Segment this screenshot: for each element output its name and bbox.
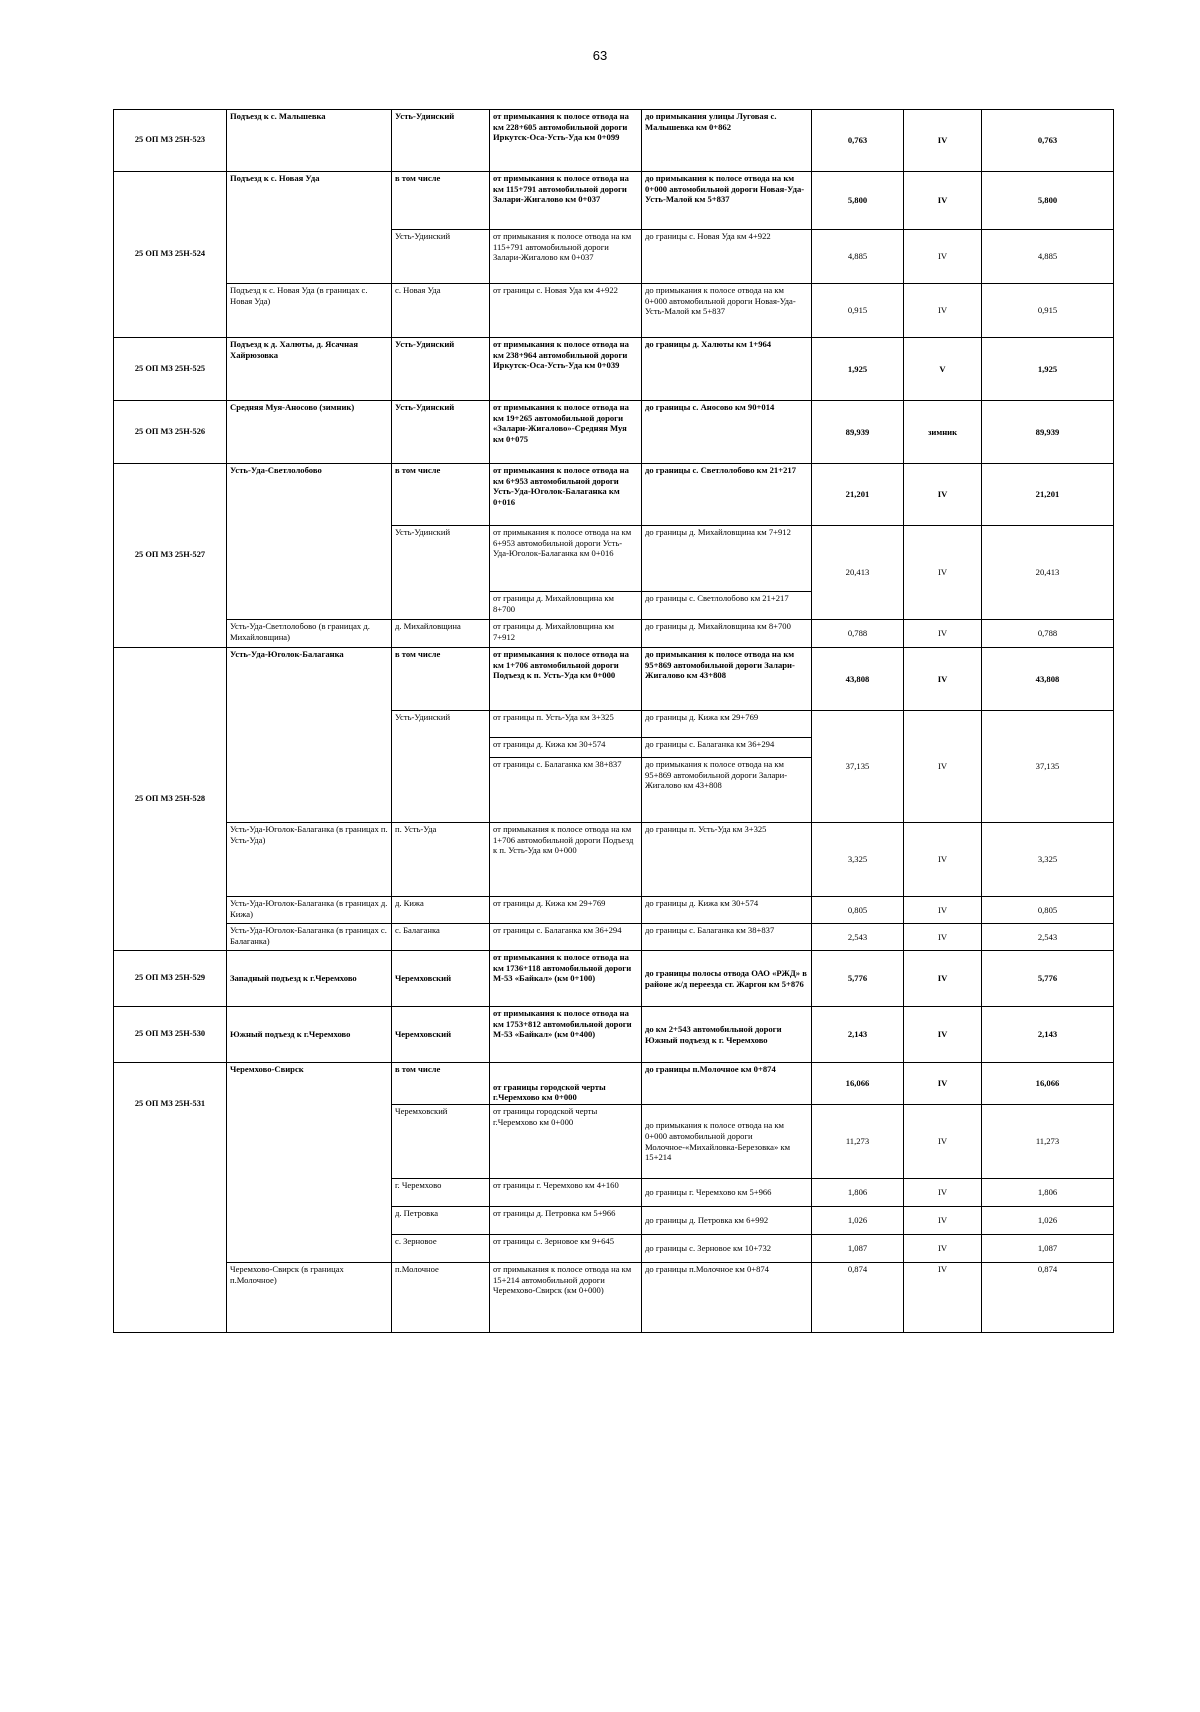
road-name-cell: Усть-Уда-Юголок-Балаганка (в границах п. Усть-Уда) xyxy=(227,823,392,897)
to-cell: до границы п.Молочное км 0+874 xyxy=(642,1063,812,1105)
district-cell: с. Зерновое xyxy=(392,1235,490,1263)
district-cell: в том числе xyxy=(392,464,490,526)
table-row xyxy=(114,284,1114,338)
road-name-cell: Подъезд к с. Новая Уда (в границах с. Новая Уда) xyxy=(227,284,392,338)
to-cell: до примыкания к полосе отвода на км 0+000 автомобильной дороги Молочное-«Михайловка-Березовка» км 15+214 xyxy=(642,1105,812,1179)
district-cell: Усть-Удинский xyxy=(392,401,490,464)
district-cell: Усть-Удинский xyxy=(392,230,490,284)
table-row xyxy=(114,338,1114,401)
from-cell: от границы городской черты г.Черемхово км 0+000 xyxy=(490,1105,642,1179)
road-name-cell: Усть-Уда-Юголок-Балаганка (в границах с. Балаганка) xyxy=(227,924,392,951)
table-row xyxy=(114,620,1114,648)
category-cell: зимник xyxy=(904,401,982,464)
road-code-cell: 25 ОП МЗ 25Н-524 xyxy=(114,172,227,338)
to-cell: до границы с. Светлолобово км 21+217 xyxy=(642,592,812,620)
from-cell: от границы с. Балаганка км 38+837 xyxy=(490,758,642,823)
table-row xyxy=(114,1263,1114,1333)
category-cell: IV xyxy=(904,284,982,338)
table-row xyxy=(114,1007,1114,1063)
from-cell: от примыкания к полосе отвода на км 115+791 автомобильной дороги Залари-Жигалово км 0+037 xyxy=(490,230,642,284)
district-cell: в том числе xyxy=(392,172,490,230)
category-cell: IV xyxy=(904,1105,982,1179)
page-number: 63 xyxy=(592,48,608,63)
total-cell: 1,806 xyxy=(982,1179,1114,1207)
category-cell: IV xyxy=(904,1263,982,1333)
from-cell: от границы д. Кижа км 30+574 xyxy=(490,738,642,758)
to-cell: до примыкания к полосе отвода на км 0+000 автомобильной дороги Новая-Уда-Усть-Малой км 5+837 xyxy=(642,172,812,230)
road-name-cell: Черемхово-Свирск (в границах п.Молочное) xyxy=(227,1263,392,1333)
to-cell: до границы с. Аносово км 90+014 xyxy=(642,401,812,464)
road-code-cell: 25 ОП МЗ 25Н-528 xyxy=(114,648,227,951)
total-cell: 0,915 xyxy=(982,284,1114,338)
to-cell: до границы д. Михайловщина км 7+912 xyxy=(642,526,812,592)
table-row xyxy=(114,172,1114,230)
district-cell: д. Михайловщина xyxy=(392,620,490,648)
length-cell: 21,201 xyxy=(812,464,904,526)
to-cell: до границы д. Петровка км 6+992 xyxy=(642,1207,812,1235)
from-cell: от границы п. Усть-Уда км 3+325 xyxy=(490,711,642,738)
district-cell: Усть-Удинский xyxy=(392,338,490,401)
district-cell: Черемховский xyxy=(392,1007,490,1063)
table-row xyxy=(114,1063,1114,1105)
road-code-cell: 25 ОП МЗ 25Н-525 xyxy=(114,338,227,401)
table-row xyxy=(114,924,1114,951)
total-cell: 5,800 xyxy=(982,172,1114,230)
category-cell: IV xyxy=(904,1063,982,1105)
length-cell: 1,806 xyxy=(812,1179,904,1207)
from-cell: от примыкания к полосе отвода на км 115+791 автомобильной дороги Залари-Жигалово км 0+037 xyxy=(490,172,642,230)
district-cell: в том числе xyxy=(392,648,490,711)
road-name-cell: Усть-Уда-Светлолобово xyxy=(227,464,392,620)
from-cell: от границы д. Петровка км 5+966 xyxy=(490,1207,642,1235)
category-cell: IV xyxy=(904,1007,982,1063)
total-cell: 5,776 xyxy=(982,951,1114,1007)
to-cell: до км 2+543 автомобильной дороги Южный подъезд к г. Черемхово xyxy=(642,1007,812,1063)
from-cell: от примыкания к полосе отвода на км 228+605 автомобильной дороги Иркутск-Оса-Усть-Уда км 0+099 xyxy=(490,110,642,172)
from-cell: от примыкания к полосе отвода на км 19+265 автомобильной дороги «Залари-Жигалово»-Средняя Муя км 0+075 xyxy=(490,401,642,464)
to-cell: до границы д. Кижа км 30+574 xyxy=(642,897,812,924)
total-cell: 37,135 xyxy=(982,711,1114,823)
category-cell: IV xyxy=(904,1235,982,1263)
category-cell: IV xyxy=(904,1207,982,1235)
total-cell: 1,026 xyxy=(982,1207,1114,1235)
total-cell: 4,885 xyxy=(982,230,1114,284)
from-cell: от границы д. Михайловщина км 8+700 xyxy=(490,592,642,620)
category-cell: IV xyxy=(904,464,982,526)
road-name-cell: Подъезд к с. Новая Уда xyxy=(227,172,392,284)
from-cell: от примыкания к полосе отвода на км 1+706 автомобильной дороги Подъезд к п. Усть-Уда км 0+000 xyxy=(490,823,642,897)
total-cell: 0,788 xyxy=(982,620,1114,648)
length-cell: 2,543 xyxy=(812,924,904,951)
district-cell: д. Кижа xyxy=(392,897,490,924)
road-code-cell: 25 ОП МЗ 25Н-526 xyxy=(114,401,227,464)
total-cell: 0,874 xyxy=(982,1263,1114,1333)
road-name-cell: Усть-Уда-Светлолобово (в границах д. Михайловщина) xyxy=(227,620,392,648)
length-cell: 2,143 xyxy=(812,1007,904,1063)
total-cell: 89,939 xyxy=(982,401,1114,464)
to-cell: до примыкания к полосе отвода на км 95+869 автомобильной дороги Залари-Жигалово км 43+808 xyxy=(642,758,812,823)
category-cell: IV xyxy=(904,711,982,823)
district-cell: с. Балаганка xyxy=(392,924,490,951)
category-cell: IV xyxy=(904,110,982,172)
to-cell: до примыкания улицы Луговая с. Малышевка км 0+862 xyxy=(642,110,812,172)
category-cell: IV xyxy=(904,620,982,648)
from-cell: от границы д. Михайловщина км 7+912 xyxy=(490,620,642,648)
to-cell: до примыкания к полосе отвода на км 0+000 автомобильной дороги Новая-Уда-Усть-Малой км 5+837 xyxy=(642,284,812,338)
road-code-cell: 25 ОП МЗ 25Н-527 xyxy=(114,464,227,648)
road-name-cell: Усть-Уда-Юголок-Балаганка xyxy=(227,648,392,823)
district-cell: п.Молочное xyxy=(392,1263,490,1333)
category-cell: IV xyxy=(904,951,982,1007)
road-name-cell: Усть-Уда-Юголок-Балаганка (в границах д. Кижа) xyxy=(227,897,392,924)
category-cell: IV xyxy=(904,648,982,711)
road-name-cell: Средняя Муя-Аносово (зимник) xyxy=(227,401,392,464)
table-row xyxy=(114,951,1114,1007)
total-cell: 1,925 xyxy=(982,338,1114,401)
from-cell: от примыкания к полосе отвода на км 1+706 автомобильной дороги Подъезд к п. Усть-Уда км 0+000 xyxy=(490,648,642,711)
road-code-cell: 25 ОП МЗ 25Н-531 xyxy=(114,1063,227,1333)
category-cell: IV xyxy=(904,1179,982,1207)
category-cell: IV xyxy=(904,924,982,951)
length-cell: 5,776 xyxy=(812,951,904,1007)
to-cell: до границы п. Усть-Уда км 3+325 xyxy=(642,823,812,897)
table-row xyxy=(114,401,1114,464)
category-cell: IV xyxy=(904,526,982,620)
length-cell: 0,788 xyxy=(812,620,904,648)
district-cell: Усть-Удинский xyxy=(392,526,490,620)
length-cell: 5,800 xyxy=(812,172,904,230)
from-cell: от границы д. Кижа км 29+769 xyxy=(490,897,642,924)
length-cell: 0,915 xyxy=(812,284,904,338)
total-cell: 11,273 xyxy=(982,1105,1114,1179)
from-cell: от примыкания к полосе отвода на км 1736+118 автомобильной дороги М-53 «Байкал» (км 0+100) xyxy=(490,951,642,1007)
to-cell: до границы с. Зерновое км 10+732 xyxy=(642,1235,812,1263)
district-cell: с. Новая Уда xyxy=(392,284,490,338)
district-cell: г. Черемхово xyxy=(392,1179,490,1207)
total-cell: 1,087 xyxy=(982,1235,1114,1263)
total-cell: 0,805 xyxy=(982,897,1114,924)
road-name-cell: Южный подъезд к г.Черемхово xyxy=(227,1007,392,1063)
length-cell: 37,135 xyxy=(812,711,904,823)
road-name-cell: Подъезд к д. Халюты, д. Ясачная Хайрюзовка xyxy=(227,338,392,401)
table-row xyxy=(114,648,1114,711)
road-code-cell: 25 ОП МЗ 25Н-523 xyxy=(114,110,227,172)
total-cell: 2,143 xyxy=(982,1007,1114,1063)
to-cell: до границы г. Черемхово км 5+966 xyxy=(642,1179,812,1207)
road-code-cell: 25 ОП МЗ 25Н-530 xyxy=(114,1007,227,1063)
from-cell: от границы с. Балаганка км 36+294 xyxy=(490,924,642,951)
length-cell: 89,939 xyxy=(812,401,904,464)
category-cell: IV xyxy=(904,172,982,230)
district-cell: в том числе xyxy=(392,1063,490,1105)
length-cell: 16,066 xyxy=(812,1063,904,1105)
table-row xyxy=(114,823,1114,897)
road-register-table xyxy=(113,109,1114,1333)
road-code-cell: 25 ОП МЗ 25Н-529 xyxy=(114,951,227,1007)
length-cell: 1,925 xyxy=(812,338,904,401)
from-cell: от примыкания к полосе отвода на км 6+953 автомобильной дороги Усть-Уда-Юголок-Балаганка км 0+016 xyxy=(490,464,642,526)
category-cell: V xyxy=(904,338,982,401)
road-name-cell: Западный подъезд к г.Черемхово xyxy=(227,951,392,1007)
district-cell: п. Усть-Уда xyxy=(392,823,490,897)
category-cell: IV xyxy=(904,897,982,924)
from-cell: от границы г. Черемхово км 4+160 xyxy=(490,1179,642,1207)
category-cell: IV xyxy=(904,823,982,897)
to-cell: до границы полосы отвода ОАО «РЖД» в районе ж/д переезда ст. Жаргон км 5+876 xyxy=(642,951,812,1007)
length-cell: 4,885 xyxy=(812,230,904,284)
category-cell: IV xyxy=(904,230,982,284)
table-row xyxy=(114,110,1114,172)
road-name-cell: Черемхово-Свирск xyxy=(227,1063,392,1263)
from-cell: от примыкания к полосе отвода на км 15+214 автомобильной дороги Черемхово-Свирск (км 0+000) xyxy=(490,1263,642,1333)
table-row xyxy=(114,464,1114,526)
to-cell: до границы д. Кижа км 29+769 xyxy=(642,711,812,738)
table-row xyxy=(114,897,1114,924)
length-cell: 0,763 xyxy=(812,110,904,172)
length-cell: 1,087 xyxy=(812,1235,904,1263)
length-cell: 3,325 xyxy=(812,823,904,897)
total-cell: 21,201 xyxy=(982,464,1114,526)
from-cell: от примыкания к полосе отвода на км 1753+812 автомобильной дороги М-53 «Байкал» (км 0+400) xyxy=(490,1007,642,1063)
road-name-cell: Подъезд к с. Мальшевка xyxy=(227,110,392,172)
district-cell: Усть-Удинский xyxy=(392,711,490,823)
length-cell: 0,874 xyxy=(812,1263,904,1333)
total-cell: 20,413 xyxy=(982,526,1114,620)
total-cell: 16,066 xyxy=(982,1063,1114,1105)
total-cell: 0,763 xyxy=(982,110,1114,172)
to-cell: до границы с. Новая Уда км 4+922 xyxy=(642,230,812,284)
to-cell: до примыкания к полосе отвода на км 95+869 автомобильной дороги Залари-Жигалово км 43+808 xyxy=(642,648,812,711)
to-cell: до границы с. Балаганка км 36+294 xyxy=(642,738,812,758)
length-cell: 43,808 xyxy=(812,648,904,711)
length-cell: 1,026 xyxy=(812,1207,904,1235)
total-cell: 2,543 xyxy=(982,924,1114,951)
length-cell: 11,273 xyxy=(812,1105,904,1179)
to-cell: до границы с. Светлолобово км 21+217 xyxy=(642,464,812,526)
from-cell: от границы с. Зерновое км 9+645 xyxy=(490,1235,642,1263)
from-cell: от примыкания к полосе отвода на км 238+964 автомобильной дороги Иркутск-Оса-Усть-Уда км 0+039 xyxy=(490,338,642,401)
length-cell: 0,805 xyxy=(812,897,904,924)
district-cell: Усть-Удинский xyxy=(392,110,490,172)
total-cell: 3,325 xyxy=(982,823,1114,897)
district-cell: Черемховский xyxy=(392,1105,490,1179)
total-cell: 43,808 xyxy=(982,648,1114,711)
to-cell: до границы с. Балаганка км 38+837 xyxy=(642,924,812,951)
from-cell: от границы с. Новая Уда км 4+922 xyxy=(490,284,642,338)
district-cell: д. Петровка xyxy=(392,1207,490,1235)
from-cell: от границы городской черты г.Черемхово км 0+000 xyxy=(490,1063,642,1105)
to-cell: до границы п.Молочное км 0+874 xyxy=(642,1263,812,1333)
to-cell: до границы д. Халюты км 1+964 xyxy=(642,338,812,401)
length-cell: 20,413 xyxy=(812,526,904,620)
to-cell: до границы д. Михайловщина км 8+700 xyxy=(642,620,812,648)
from-cell: от примыкания к полосе отвода на км 6+953 автомобильной дороги Усть-Уда-Юголок-Балаганка км 0+016 xyxy=(490,526,642,592)
district-cell: Черемховский xyxy=(392,951,490,1007)
